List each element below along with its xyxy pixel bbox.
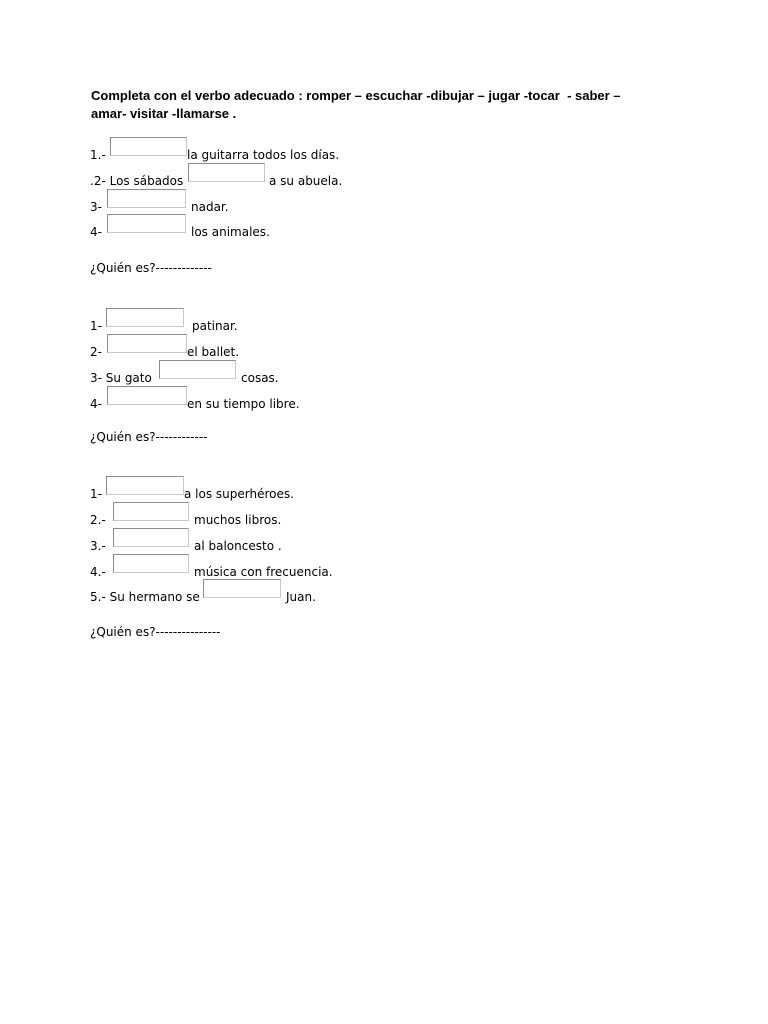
answer-blank[interactable]: [107, 189, 186, 208]
line-prefix: 5.- Su hermano se: [90, 590, 200, 604]
line-prefix: .2- Los sábados: [90, 174, 184, 188]
answer-blank[interactable]: [113, 554, 189, 573]
line-prefix: 3- Su gato: [90, 371, 152, 385]
line-prefix: 1.-: [90, 148, 106, 162]
line-suffix: al baloncesto .: [194, 539, 282, 553]
line-suffix: a los superhéroes.: [184, 487, 294, 501]
line-suffix: en su tiempo libre.: [187, 397, 300, 411]
line-suffix: música con frecuencia.: [194, 565, 333, 579]
answer-blank[interactable]: [113, 528, 189, 547]
line-prefix: 4.-: [90, 565, 106, 579]
line-suffix: cosas.: [241, 371, 279, 385]
line-prefix: 1-: [90, 319, 102, 333]
line-suffix: a su abuela.: [269, 174, 343, 188]
answer-blank[interactable]: [107, 386, 187, 405]
line-suffix: la guitarra todos los días.: [187, 148, 340, 162]
line-suffix: el ballet.: [187, 345, 240, 359]
line-suffix: muchos libros.: [194, 513, 282, 527]
line-prefix: 1-: [90, 487, 102, 501]
line-prefix: 3-: [90, 200, 102, 214]
quien-es-line: ¿Quién es?---------------: [90, 625, 221, 639]
answer-blank[interactable]: [159, 360, 236, 379]
line-prefix: 4-: [90, 225, 102, 239]
answer-blank[interactable]: [203, 579, 281, 598]
answer-blank[interactable]: [113, 502, 189, 521]
line-suffix: los animales.: [191, 225, 270, 239]
instructions-title: Completa con el verbo adecuado : romper – escuchar -dibujar – jugar -tocar - saber – amar- visitar -llamarse .: [91, 88, 625, 121]
answer-blank[interactable]: [107, 214, 186, 233]
answer-blank[interactable]: [106, 476, 184, 495]
line-prefix: 3.-: [90, 539, 106, 553]
line-suffix: nadar.: [191, 200, 229, 214]
answer-blank[interactable]: [188, 163, 265, 182]
answer-blank[interactable]: [107, 334, 187, 353]
quien-es-line: ¿Quién es?------------: [90, 430, 208, 444]
line-prefix: 2-: [90, 345, 102, 359]
quien-es-line: ¿Quién es?-------------: [90, 261, 212, 275]
answer-blank[interactable]: [110, 137, 187, 156]
line-suffix: Juan.: [286, 590, 316, 604]
line-prefix: 2.-: [90, 513, 106, 527]
line-suffix: patinar.: [192, 319, 238, 333]
answer-blank[interactable]: [106, 308, 184, 327]
line-prefix: 4-: [90, 397, 102, 411]
